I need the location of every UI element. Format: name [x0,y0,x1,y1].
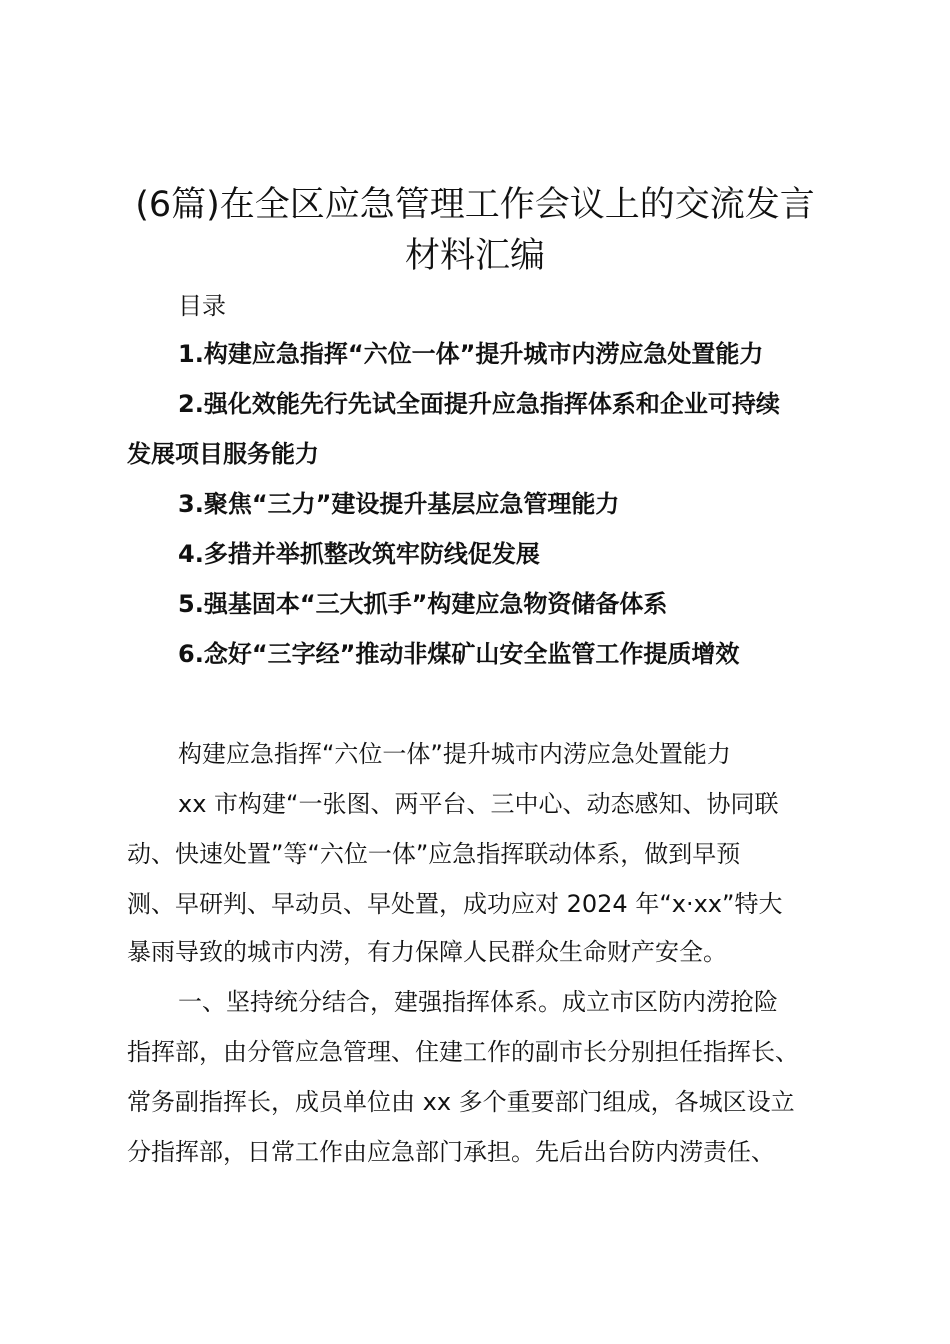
document-title-line-2: 材料汇编 [404,236,545,276]
toc-item-6: 6.念好“三字经”推动非煤矿山安全监管工作提质增效 [178,640,740,668]
body-text-line: 指挥部，由分管应急管理、住建工作的副市长分别担任指挥长、 [127,1038,799,1066]
body-text-line: 动、快速处置”等“六位一体”应急指挥联动体系，做到早预 [127,840,741,868]
toc-item-3: 3.聚焦“三力”建设提升基层应急管理能力 [178,490,620,518]
section-heading: 构建应急指挥“六位一体”提升城市内涝应急处置能力 [178,740,731,768]
toc-item-2-line-2: 发展项目服务能力 [127,440,319,468]
body-text-line: xx 市构建“一张图、两平台、三中心、动态感知、协同联 [178,790,779,818]
body-text-line: 暴雨导致的城市内涝，有力保障人民群众生命财产安全。 [127,938,727,966]
body-text-line: 分指挥部，日常工作由应急部门承担。先后出台防内涝责任、 [127,1138,775,1166]
document-title-line-1: (6篇)在全区应急管理工作会议上的交流发言 [135,185,815,225]
toc-item-4: 4.多措并举抓整改筑牢防线促发展 [178,540,540,568]
body-text-line: 一、坚持统分结合，建强指挥体系。成立市区防内涝抢险 [178,988,778,1016]
toc-item-2-line-1: 2.强化效能先行先试全面提升应急指挥体系和企业可持续 [178,390,780,418]
body-text-line: 测、早研判、早动员、早处置，成功应对 2024 年“x·xx”特大 [127,890,783,918]
toc-label: 目录 [178,292,226,320]
body-text-line: 常务副指挥长，成员单位由 xx 多个重要部门组成，各城区设立 [127,1088,795,1116]
toc-item-5: 5.强基固本“三大抓手”构建应急物资储备体系 [178,590,668,618]
toc-item-1: 1.构建应急指挥“六位一体”提升城市内涝应急处置能力 [178,340,764,368]
